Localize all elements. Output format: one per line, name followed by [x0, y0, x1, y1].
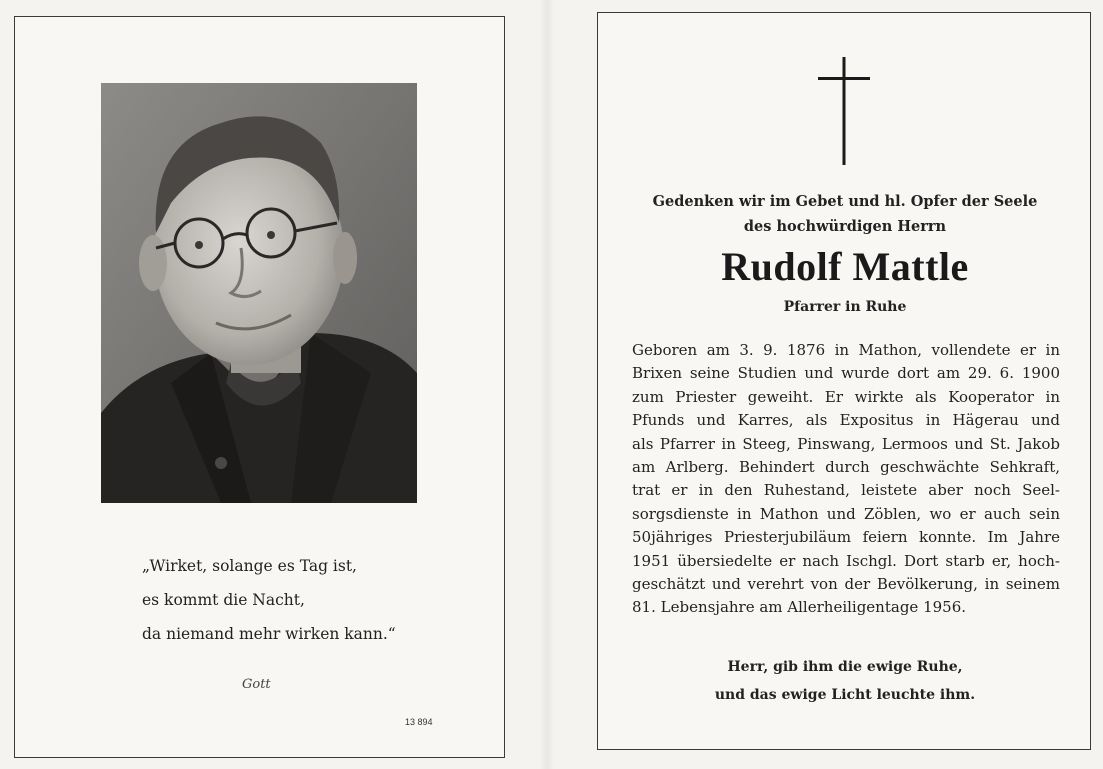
printer-mark: Gott: [242, 677, 271, 692]
bio-line: sorgsdienste in Mathon und Zöblen, wo er auch sein: [632, 504, 1060, 523]
quote-line: „Wirket, solange es Tag ist,: [142, 557, 357, 575]
deceased-name: Rudolf Mattle: [721, 244, 969, 289]
cross-icon: [818, 57, 870, 165]
center-fold: [540, 0, 554, 769]
right-page: [597, 12, 1091, 750]
bio-line: zum Priester geweiht. Er wirkte als Kooperator in: [632, 387, 1060, 406]
prayer-line: Herr, gib ihm die ewige Ruhe,: [727, 659, 963, 675]
left-page: [14, 16, 505, 758]
scripture-quote: [142, 549, 442, 651]
bio-line: 81. Lebensjahre am Allerheiligentage 1956.: [632, 598, 967, 617]
print-number: 13 894: [405, 717, 433, 727]
bio-line: Brixen seine Studien und wurde dort am 29. 6. 1900: [632, 364, 1060, 383]
closing-prayer: [598, 653, 1092, 709]
quote-line: da niemand mehr wirken kann.“: [142, 625, 396, 643]
intro-line: des hochwürdigen Herrn: [743, 218, 947, 235]
intro-text: [598, 189, 1092, 239]
bio-line: Pfunds und Karres, als Expositus in Hägerau und: [632, 411, 1060, 430]
bio-line: geschätzt und verehrt von der Bevölkerung, in seinem: [632, 575, 1060, 594]
bio-line: Geboren am 3. 9. 1876 in Mathon, vollendete er in: [632, 341, 1060, 359]
biography: [632, 339, 1060, 620]
intro-line: Gedenken wir im Gebet und hl. Opfer der Seele: [652, 193, 1038, 210]
quote-line: es kommt die Nacht,: [142, 591, 305, 609]
bio-line: trat er in den Ruhestand, leistete aber noch Seel-: [632, 481, 1060, 500]
bio-line: 50jähriges Priesterjubiläum feiern konnte. Im Jahre: [632, 528, 1060, 547]
deceased-title: Pfarrer in Ruhe: [783, 299, 907, 315]
bio-line: 1951 übersiedelte er nach Ischgl. Dort starb er, hoch-: [632, 551, 1060, 570]
bio-line: am Arlberg. Behindert durch geschwächte Sehkraft,: [632, 458, 1060, 477]
portrait-photo: [101, 83, 417, 503]
bio-line: als Pfarrer in Steeg, Pinswang, Lermoos und St. Jakob: [632, 434, 1060, 453]
prayer-line: und das ewige Licht leuchte ihm.: [714, 687, 976, 703]
